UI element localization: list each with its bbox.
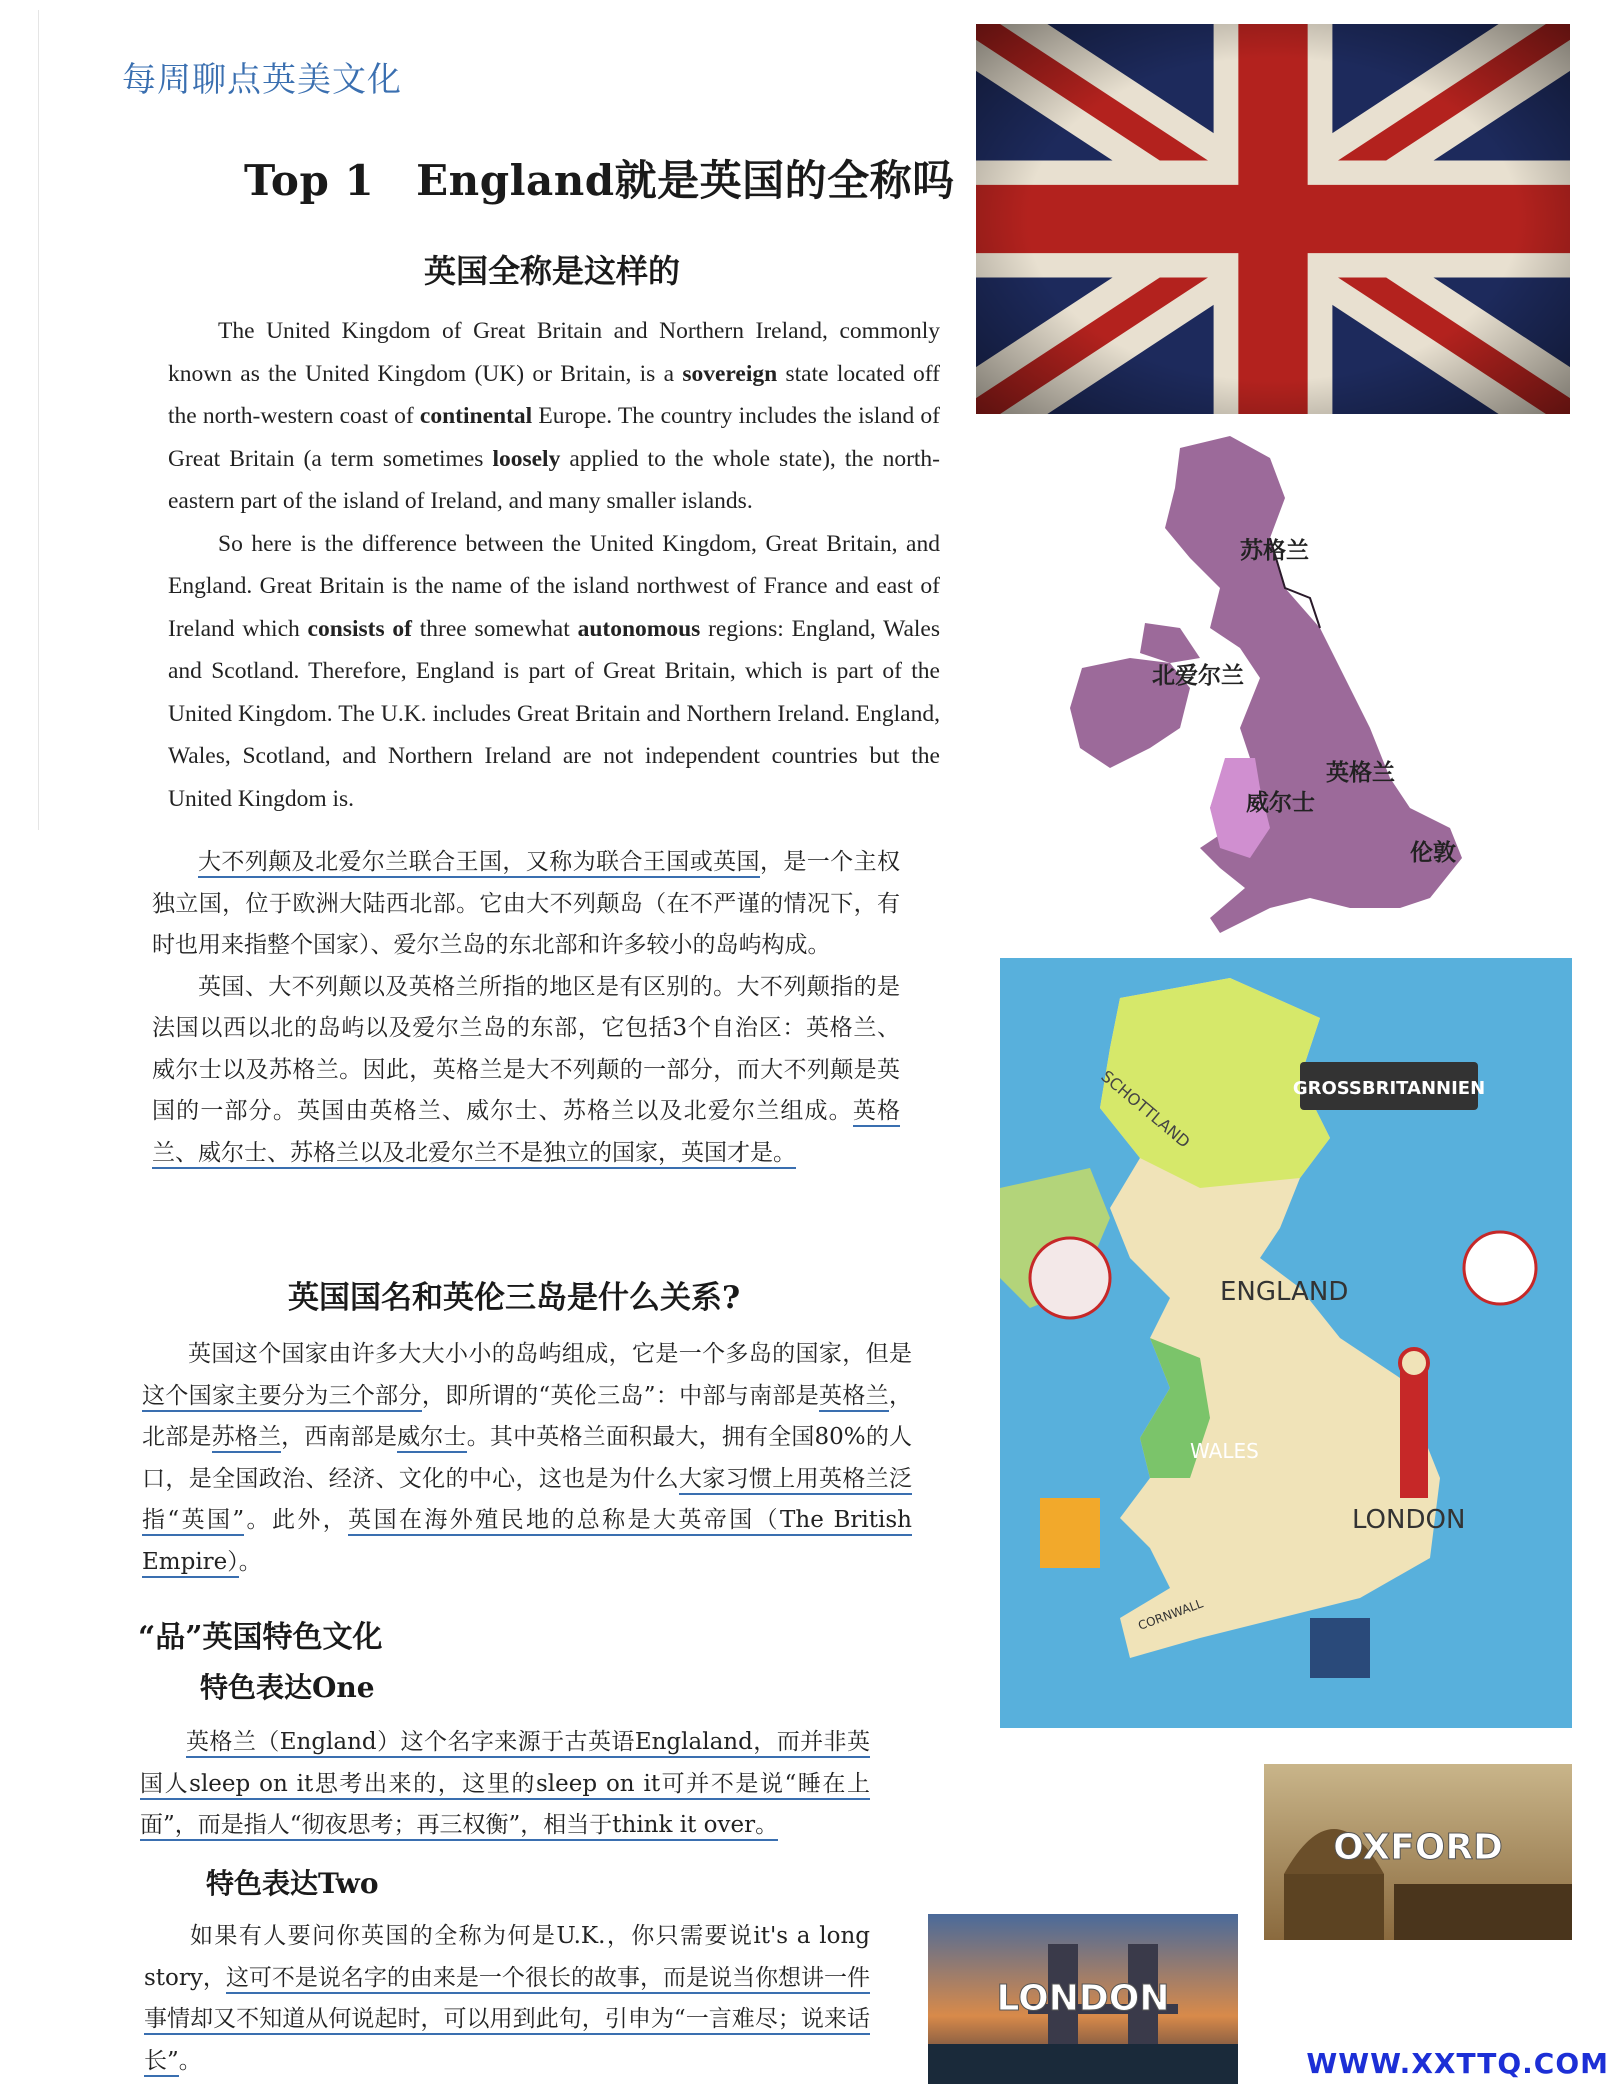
illustrated-map-england: ENGLAND bbox=[1220, 1277, 1349, 1307]
sub2-heading: 特色表达Two bbox=[206, 1867, 379, 1900]
chinese-text-block-3 bbox=[140, 1722, 870, 1847]
title-main: England就是英国的全称吗 bbox=[416, 156, 955, 205]
chinese-paragraph-4 bbox=[140, 1722, 870, 1847]
london-caption: LONDON bbox=[996, 1978, 1170, 2019]
map-label-wales: 威尔士 bbox=[1246, 790, 1315, 816]
underlined-text: 英国在海外殖民地的总称是大英帝国（The British Empire） bbox=[142, 1507, 912, 1578]
underlined-text: 这可不是说名字的由来是一个很长的故事，而是说当你想讲一件事情却又不知道从何说起时，可以用到此句，引申为“一言难尽；说来话长” bbox=[144, 1965, 870, 2077]
section2-heading: 英国国名和英伦三岛是什么关系? bbox=[288, 1280, 741, 1316]
illustrated-map-scotland: SCHOTTLAND bbox=[1097, 1066, 1194, 1152]
sub1-heading: 特色表达One bbox=[200, 1671, 375, 1704]
illustrated-map-banner: GROSSBRITANNIEN bbox=[1292, 1078, 1486, 1099]
chinese-text-block-1 bbox=[152, 842, 900, 1174]
page-title bbox=[244, 148, 955, 208]
text-run: state located off the north-western coast of bbox=[168, 360, 940, 429]
map-label-england: 英格兰 bbox=[1326, 760, 1395, 786]
illustrated-map-image bbox=[1000, 958, 1572, 1728]
english-paragraph-2 bbox=[168, 523, 940, 821]
text-run: So here is the difference between the United Kingdom, Great Britain, and England. Great Britain is the name of the island northwest of France and east of Ireland which bbox=[168, 530, 940, 642]
bold-term: sovereign bbox=[682, 360, 778, 387]
oxford-caption: OXFORD bbox=[1333, 1827, 1503, 1868]
text-run: ，即所谓的“英伦三岛”：中部与南部是 bbox=[421, 1382, 820, 1409]
underlined-text: 苏格兰 bbox=[212, 1424, 282, 1453]
text-run: The United Kingdom of Great Britain and Northern Ireland, commonly known as the United Kingdom (UK) or Britain, is a bbox=[168, 318, 940, 387]
underlined-text: 英格兰（England）这个名字来源于古英语Englaland，而并非英国人sleep on it思考出来的，这里的sleep on it可并不是说“睡在上面”，而是指人“彻夜思考；再三权衡”，相当于think it over。 bbox=[140, 1729, 870, 1841]
chinese-text-block-4 bbox=[144, 1916, 870, 2082]
text-run: 英国这个国家由许多大大小小的岛屿组成，它是一个多岛的国家，但是 bbox=[188, 1341, 912, 1367]
series-title: 每周聊点英美文化 bbox=[122, 60, 402, 100]
illustrated-map-london: LONDON bbox=[1352, 1505, 1466, 1535]
english-paragraph-1 bbox=[168, 310, 940, 523]
bold-term: consists of bbox=[307, 615, 412, 642]
underlined-text: 威尔士 bbox=[397, 1424, 467, 1453]
site-watermark: WWW.XXTTQ.COM bbox=[1306, 2047, 1609, 2080]
title-top: Top 1 bbox=[244, 156, 375, 205]
chinese-paragraph-1 bbox=[152, 842, 900, 967]
chinese-paragraph-3 bbox=[142, 1334, 912, 1583]
illustrated-map-wales: WALES bbox=[1190, 1439, 1259, 1463]
map-label-london: 伦敦 bbox=[1410, 840, 1456, 866]
chinese-text-block-2 bbox=[142, 1334, 912, 1583]
bold-term: loosely bbox=[492, 445, 561, 472]
union-jack-flag-image bbox=[976, 24, 1570, 414]
illustrated-map-cornwall: CORNWALL bbox=[1136, 1596, 1205, 1633]
underlined-text: 英格兰、威尔士、苏格兰以及北爱尔兰不是独立的国家，英国才是。 bbox=[152, 1098, 900, 1169]
underlined-text: 这个国家主要分为三个部分 bbox=[142, 1383, 422, 1412]
text-run: regions: England, Wales and Scotland. Therefore, England is part of Great Britain, which is part of the United Kingdom. The U.K. includes Great Britain and Northern Ireland. England, Wales, Scotland, and Northern Ireland are not independent countries but the United Kingdom is. bbox=[168, 615, 940, 812]
text-run: ，西南部是 bbox=[281, 1424, 398, 1450]
bold-term: autonomous bbox=[577, 615, 701, 642]
map-label-scotland: 苏格兰 bbox=[1240, 538, 1309, 564]
text-run: ，是一个主权独立国，位于欧洲大陆西北部。它由大不列颠岛（在不严谨的情况下，有时也用来指整个国家）、爱尔兰岛的东北部和许多较小的岛屿构成。 bbox=[152, 849, 901, 958]
section1-heading: 英国全称是这样的 bbox=[424, 252, 681, 290]
text-run: 英国、大不列颠以及英格兰所指的地区是有区别的。大不列颠指的是法国以西以北的岛屿以及爱尔兰岛的东部，它包括3个自治区：英格兰、威尔士以及苏格兰。因此，英格兰是大不列颠的一部分，而大不列颠是英国的一部分。英国由英格兰、威尔士、苏格兰以及北爱尔兰组成。 bbox=[152, 973, 900, 1124]
chinese-paragraph-2 bbox=[152, 967, 900, 1175]
underlined-text: 大家习惯上用英格兰泛指“英国” bbox=[142, 1466, 912, 1537]
underlined-text: 大不列颠及北爱尔兰联合王国，又称为联合王国或英国 bbox=[198, 849, 760, 878]
text-run: applied to the whole state), the north-eastern part of the island of Ireland, and many smaller islands. bbox=[168, 445, 941, 514]
text-run: 。 bbox=[238, 1548, 262, 1575]
section3-heading: “品”英国特色文化 bbox=[138, 1620, 383, 1655]
page-margin-line bbox=[38, 10, 39, 830]
english-text-block bbox=[168, 310, 940, 820]
underlined-text: 英格兰 bbox=[819, 1383, 889, 1412]
text-run: 。其中英格兰面积最大，拥有全国80%的人口，是全国政治、经济、文化的中心，这也是为什么 bbox=[142, 1424, 913, 1492]
text-run: Europe. The country includes the island of Great Britain (a term sometimes bbox=[168, 403, 940, 472]
text-run: 。此外， bbox=[244, 1507, 349, 1533]
chinese-paragraph-5 bbox=[144, 1916, 870, 2082]
text-run: ，北部是 bbox=[142, 1382, 912, 1450]
text-run: three somewhat bbox=[411, 615, 578, 642]
text-run: 如果有人要问你英国的全称为何是U.K.，你只需要说it's a long story， bbox=[144, 1923, 870, 1991]
map-label-northern-ireland: 北爱尔兰 bbox=[1152, 663, 1244, 689]
text-run: 。 bbox=[178, 2047, 202, 2074]
uk-map-image bbox=[1070, 428, 1480, 948]
bold-term: continental bbox=[419, 403, 533, 429]
oxford-photo bbox=[1264, 1764, 1572, 1940]
london-photo bbox=[928, 1914, 1238, 2084]
